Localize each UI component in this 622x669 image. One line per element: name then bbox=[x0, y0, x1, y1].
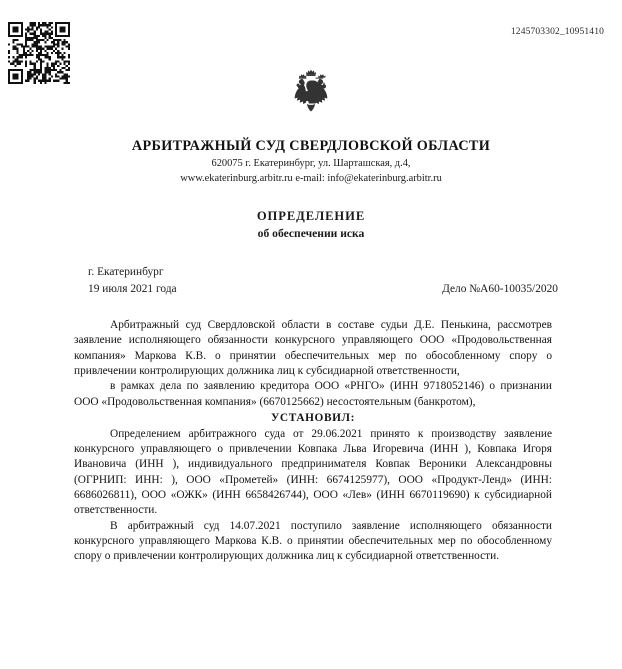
city-label: г. Екатеринбург bbox=[88, 266, 164, 278]
document-date: 19 июля 2021 года bbox=[88, 282, 177, 295]
coat-of-arms-wrapper bbox=[0, 68, 622, 114]
russian-coat-of-arms-icon bbox=[290, 68, 332, 114]
document-meta bbox=[88, 264, 562, 297]
document-title: ОПРЕДЕЛЕНИЕ bbox=[256, 209, 366, 223]
paragraph-intro: Арбитражный суд Свердловской области в составе судьи Д.Е. Пенькина, рассмотрев заявление исполняющего обязанности конкурсного управляющего ООО «Продовольственная компания» Маркова К.В. о принятии обеспечительных мер по обособленному спору о привлечении контролирующих должника лиц к субсидиарной ответственности, bbox=[74, 319, 552, 378]
document-body bbox=[74, 318, 552, 565]
paragraph-ruling: Определением арбитражного суда от 29.06.2021 принято к производству заявление конкурсного управляющего о привлечении Ковпака Льва Игоревича (ИНН ), Ковпака Игоря Ивановича (ИНН ), индивидуального предпринимателя Ковпак Вероники Александровны (ОГРНИП: ИНН: ), ООО «Прометей» (ИНН: 6674125977), ООО «Продукт-Ленд» (ИНН: 6686026811), ООО «ОЖК» (ИНН 6658426744), ООО «Лев» (ИНН 6670119690) к субсидиарной ответственности. bbox=[74, 427, 552, 517]
case-number: Дело №А60-10035/2020 bbox=[442, 282, 558, 295]
court-contacts: www.ekaterinburg.arbitr.ru e-mail: info@ekaterinburg.arbitr.ru bbox=[180, 172, 442, 184]
paragraph-framework: в рамках дела по заявлению кредитора ООО «РНГО» (ИНН 9718052146) о признании ООО «Продовольственная компания» (6670125662) несостоятельным (банкротом), bbox=[74, 380, 552, 408]
court-address: 620075 г. Екатеринбург, ул. Шарташская, д.4, bbox=[211, 158, 411, 170]
court-header bbox=[0, 138, 622, 187]
document-number: 1245703302_10951410 bbox=[510, 27, 604, 37]
date-case-row bbox=[88, 281, 562, 298]
document-subtitle: об обеспечении иска bbox=[257, 226, 365, 240]
ustanovil-heading: УСТАНОВИЛ: bbox=[271, 412, 355, 425]
court-name: АРБИТРАЖНЫЙ СУД СВЕРДЛОВСКОЙ ОБЛАСТИ bbox=[131, 138, 491, 154]
document-title-block bbox=[0, 209, 622, 241]
paragraph-final: В арбитражный суд 14.07.2021 поступило заявление исполняющего обязанности конкурсного управляющего Маркова К.В. о принятии обеспечительных мер по обособленному спору о привлечении контролирующих должника лиц к субсидиарной ответственности. bbox=[74, 519, 552, 563]
